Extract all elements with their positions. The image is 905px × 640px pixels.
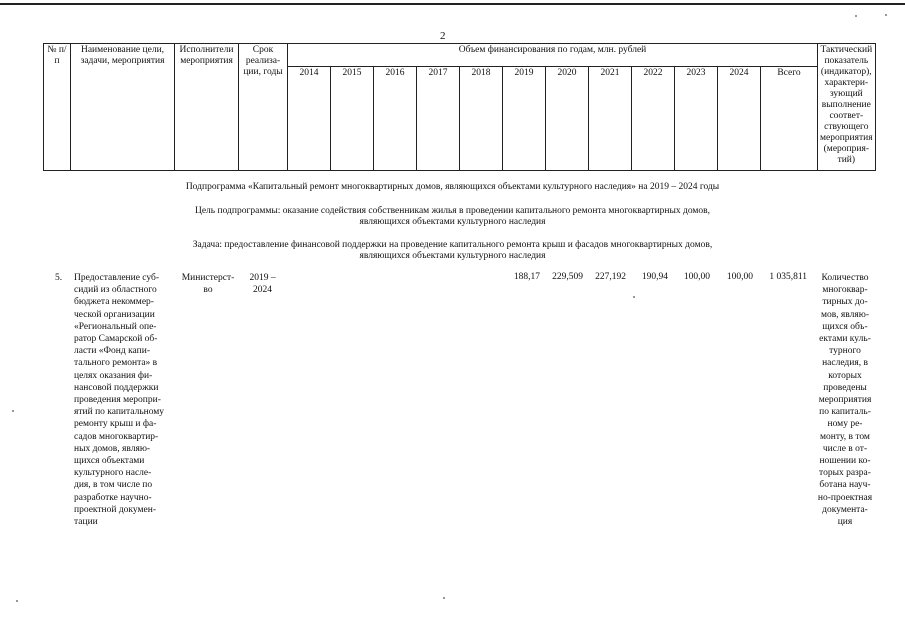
row5-name-line: щихся объектами bbox=[74, 456, 145, 467]
row5-name-line: разработке научно- bbox=[74, 492, 152, 503]
row5-name bbox=[74, 272, 178, 528]
row5-indicator-line: числе в от- bbox=[822, 443, 868, 454]
row5-value-total: 1 035,811 bbox=[769, 272, 807, 282]
subprogram-title: Подпрограмма «Капитальный ремонт многоквартирных домов, являющихся объектами культурного наследия» на 2019 – 2024 годы bbox=[185, 182, 720, 192]
row5-name-line: «Региональный опе- bbox=[74, 321, 157, 332]
row5-name-line: ремонту крыш и фа- bbox=[74, 419, 157, 430]
row5-indicator-line: ному ре- bbox=[827, 419, 863, 430]
row5-executor-line: во bbox=[203, 285, 213, 296]
row5-value-2023: 100,00 bbox=[683, 272, 710, 282]
row5-indicator-line: торых разра- bbox=[819, 468, 871, 479]
row5-name-line: проектной докумен- bbox=[74, 504, 157, 515]
row5-name-line: ятий по капитальному bbox=[74, 407, 165, 418]
row5-indicator-line: тирных до- bbox=[822, 297, 868, 308]
subprogram-goal-line1: Цель подпрограммы: оказание содействия собственникам жилья в проведении капитального ремонта многоквартирных домов, bbox=[194, 206, 711, 216]
row5-name-line: сидий из областного bbox=[74, 285, 157, 296]
header-year-cell: 2023 bbox=[675, 66, 718, 170]
row5-name-line: ных домов, являю- bbox=[74, 443, 151, 454]
subprogram-task-line1: Задача: предоставление финансовой поддержки на проведение капитального ремонта крыш и фасадов многоквартирных домов, bbox=[192, 240, 713, 250]
row5-value-2020: 229,509 bbox=[552, 272, 583, 282]
row5-indicator-line: монту, в том bbox=[820, 431, 870, 442]
row5-indicator-line: проведены bbox=[823, 382, 867, 393]
header-col-executor: Исполнители мероприятия bbox=[175, 44, 239, 171]
row5-name-line: проведения меропри- bbox=[74, 395, 161, 406]
row5-number: 5. bbox=[55, 273, 63, 283]
row5-name-line: нансовой поддержки bbox=[74, 382, 159, 393]
row5-indicator-line: наследия, в bbox=[822, 358, 868, 369]
header-year-total: Всего bbox=[761, 66, 818, 170]
row5-indicator-line: Количество bbox=[821, 273, 869, 283]
row5-term-line: 2024 bbox=[253, 285, 272, 296]
header-col-indicator: Тактический показатель (индикатор), характери-зующий выполнение соответ-ствующего мероприятия (мероприя-тий) bbox=[818, 44, 876, 171]
row5-name-line: Предоставление суб- bbox=[74, 273, 160, 283]
row5-term bbox=[238, 272, 287, 296]
row5-value-2021: 227,192 bbox=[595, 272, 626, 282]
row5-indicator-line: ношении ко- bbox=[819, 456, 871, 467]
page-number: 2 bbox=[440, 30, 446, 42]
row5-indicator-line: мероприятия bbox=[818, 395, 872, 406]
subprogram-goal-line2: являющихся объектами культурного наследия bbox=[359, 217, 546, 227]
row5-term-line: 2019 – bbox=[249, 273, 276, 283]
row5-name-line: ческой организации bbox=[74, 309, 155, 320]
table-header bbox=[43, 43, 876, 171]
row5-indicator-line: документа- bbox=[822, 504, 868, 515]
scan-speck bbox=[633, 296, 635, 298]
row5-name-line: тального ремонта» в bbox=[74, 358, 158, 369]
scan-speck bbox=[443, 597, 445, 599]
row5-indicator-line: многоквар- bbox=[822, 285, 868, 296]
row5-indicator-line: по капиталь- bbox=[819, 407, 871, 418]
row5-name-line: дия, в том числе по bbox=[74, 480, 153, 491]
row5-name-line: бюджета некоммер- bbox=[74, 297, 154, 308]
header-year-cell: 2020 bbox=[546, 66, 589, 170]
header-year-cell: 2024 bbox=[718, 66, 761, 170]
row5-indicator-line: но-проектная bbox=[817, 492, 873, 503]
header-year-cell: 2016 bbox=[374, 66, 417, 170]
row5-indicator-line: ектами куль- bbox=[819, 334, 871, 345]
row5-name-line: ратор Самарской об- bbox=[74, 334, 158, 345]
row5-value-2022: 190,94 bbox=[641, 272, 668, 282]
header-year-cell: 2014 bbox=[288, 66, 331, 170]
row5-value-2019: 188,17 bbox=[513, 272, 540, 282]
row5-name-line: ласти «Фонд капи- bbox=[74, 346, 150, 357]
row5-indicator-line: турного bbox=[829, 346, 861, 357]
scan-speck bbox=[885, 14, 887, 16]
header-col-volume: Объем финансирования по годам, млн. рублей bbox=[288, 44, 818, 67]
scan-speck bbox=[12, 410, 14, 412]
header-year-cell: 2021 bbox=[589, 66, 632, 170]
row5-executor-line: Министерст- bbox=[181, 273, 235, 283]
scan-speck bbox=[855, 15, 857, 17]
scan-speck bbox=[16, 600, 18, 602]
header-col-term: Срок реализа-ции, годы bbox=[239, 44, 288, 171]
row5-executor bbox=[176, 272, 240, 296]
header-year-cell: 2019 bbox=[503, 66, 546, 170]
header-col-name: Наименование цели, задачи, мероприятия bbox=[71, 44, 175, 171]
row5-name-line: культурного насле- bbox=[74, 468, 152, 479]
row5-name-line: целях оказания фи- bbox=[74, 370, 153, 381]
row5-indicator bbox=[812, 272, 878, 528]
top-border-line bbox=[0, 3, 905, 5]
header-year-cell: 2015 bbox=[331, 66, 374, 170]
subprogram-task-line2: являющихся объектами культурного наследия bbox=[359, 251, 546, 261]
row5-indicator-line: ботана науч- bbox=[819, 480, 871, 491]
row5-value-2024: 100,00 bbox=[726, 272, 753, 282]
row5-name-line: тации bbox=[74, 517, 98, 528]
header-year-cell: 2018 bbox=[460, 66, 503, 170]
header-year-cell: 2022 bbox=[632, 66, 675, 170]
header-year-cell: 2017 bbox=[417, 66, 460, 170]
row5-indicator-line: щихся объ- bbox=[822, 321, 868, 332]
row5-indicator-line: мов, являю- bbox=[820, 309, 870, 320]
row5-indicator-line: ция bbox=[837, 517, 853, 528]
header-col-number: № п/п bbox=[44, 44, 71, 171]
row5-indicator-line: которых bbox=[828, 370, 862, 381]
row5-name-line: садов многоквартир- bbox=[74, 431, 159, 442]
